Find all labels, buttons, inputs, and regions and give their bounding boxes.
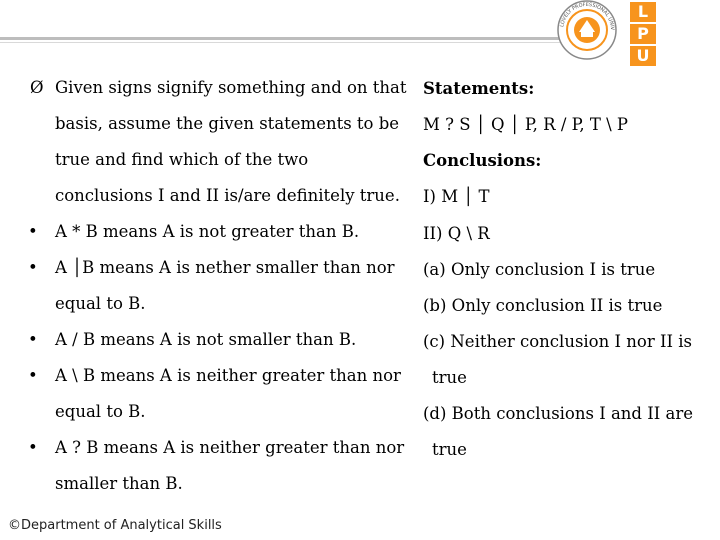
definition-line: A ? B means A is neither greater than nor (55, 438, 405, 457)
bullet-icon: • (28, 222, 38, 241)
option-d: (d) Both conclusions I and II are (423, 404, 694, 423)
definition-line: A * B means A is not greater than B. (55, 222, 360, 241)
option-d-continued: true (432, 440, 467, 459)
university-seal-logo (555, 0, 619, 64)
header-divider (0, 37, 612, 40)
header-divider-thin (0, 42, 612, 43)
arrow-bullet-icon: Ø (30, 78, 44, 97)
option-b: (b) Only conclusion II is true (423, 296, 663, 315)
conclusion-item: I) M │ T (423, 187, 490, 206)
bullet-icon: • (28, 366, 38, 385)
definition-line: smaller than B. (55, 474, 183, 493)
logo-letter-u: U (630, 46, 656, 66)
option-c: (c) Neither conclusion I nor II is (423, 332, 692, 351)
question-line: conclusions I and II is/are definitely true. (55, 186, 400, 205)
statements-heading: Statements: (423, 79, 535, 98)
question-line: true and find which of the two (55, 150, 309, 169)
question-line: basis, assume the given statements to be (55, 114, 400, 133)
definition-line: A │B means A is nether smaller than nor (55, 258, 395, 277)
definition-line: A \ B means A is neither greater than nor (55, 366, 401, 385)
conclusions-heading: Conclusions: (423, 151, 542, 170)
definition-line: equal to B. (55, 402, 146, 421)
conclusion-item: II) Q \ R (423, 224, 490, 243)
logo-letter-p: P (630, 24, 656, 44)
question-line: Given signs signify something and on that (55, 78, 407, 97)
logo-letter-l: L (630, 2, 656, 22)
statements-text: M ? S │ Q │ P, R / P, T \ P (423, 115, 629, 134)
definition-line: equal to B. (55, 294, 146, 313)
option-c-continued: true (432, 368, 467, 387)
footer-copyright: ©Department of Analytical Skills (8, 518, 222, 533)
bullet-icon: • (28, 438, 38, 457)
definition-line: A / B means A is not smaller than B. (55, 330, 357, 349)
svg-text:LOVELY PROFESSIONAL UNIVERSITY: LOVELY PROFESSIONAL UNIV (559, 1, 616, 31)
option-a: (a) Only conclusion I is true (423, 260, 656, 279)
bullet-icon: • (28, 330, 38, 349)
bullet-icon: • (28, 258, 38, 277)
